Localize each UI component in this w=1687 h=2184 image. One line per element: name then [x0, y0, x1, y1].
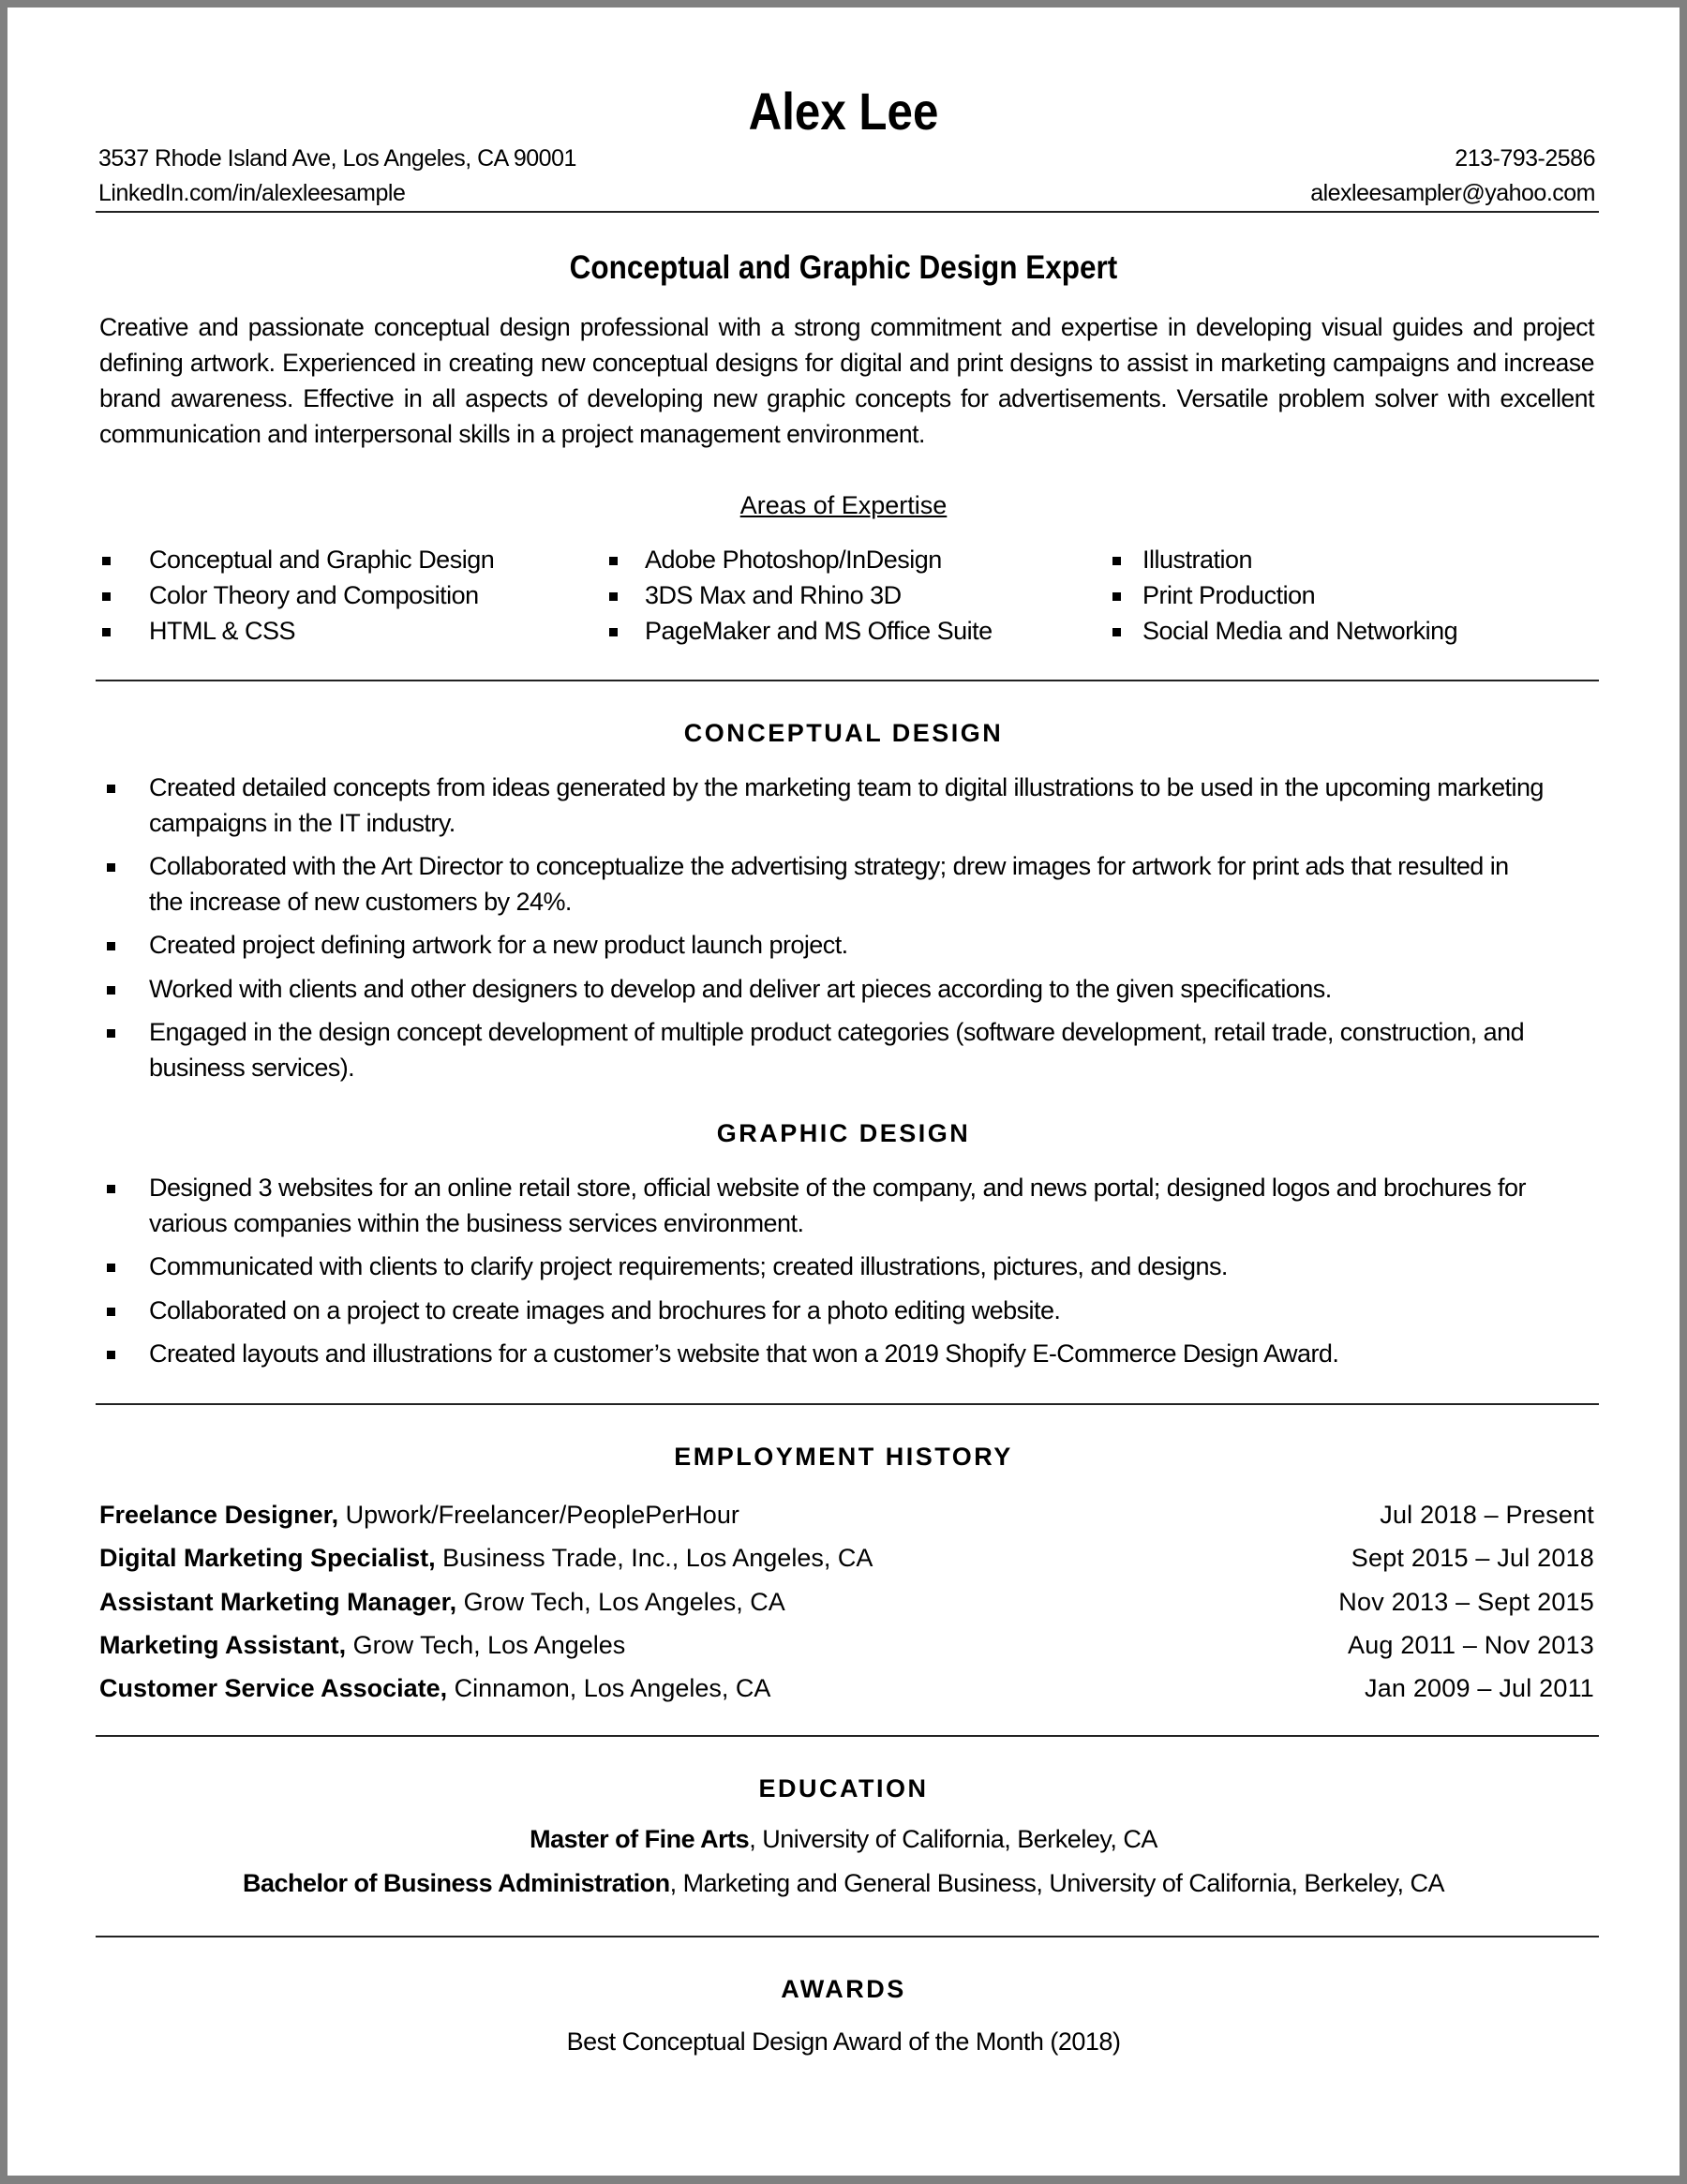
degree: Bachelor of Business Administration	[243, 1869, 670, 1897]
job-row	[99, 1623, 1594, 1667]
job-dates: Jul 2018 – Present	[1380, 1501, 1594, 1529]
education-heading: EDUCATION	[758, 1774, 929, 1803]
graphic-design-heading: GRAPHIC DESIGN	[716, 1119, 971, 1147]
linkedin-link[interactable]: LinkedIn.com/in/alexleesample	[98, 180, 406, 206]
job-company: Grow Tech, Los Angeles	[346, 1631, 626, 1659]
list-item: Created layouts and illustrations for a customer’s website that won a 2019 Shopify E-Commerce Design Award.	[149, 1337, 1545, 1372]
list-item: Communicated with clients to clarify project requirements; created illustrations, pictures, and designs.	[149, 1249, 1545, 1285]
job-title: Digital Marketing Specialist,	[99, 1544, 436, 1572]
bullet-square-icon	[107, 1185, 115, 1193]
expertise-item: Social Media and Networking	[1142, 613, 1457, 649]
bullet-square-icon	[107, 1308, 115, 1316]
bullet-square-icon	[107, 785, 115, 793]
header-divider	[96, 211, 1599, 213]
job-dates: Jan 2009 – Jul 2011	[1365, 1674, 1594, 1702]
job-dates: Aug 2011 – Nov 2013	[1347, 1631, 1594, 1659]
resume-page	[7, 7, 1680, 2176]
professional-summary: Creative and passionate conceptual design professional with a strong commitment and expertise in developing visual guides and project defining artwork. Experienced in creating new conceptual designs for digital and print designs to assist in marketing campaigns and increase brand awareness. Effective in all aspects of developing new graphic concepts for advertisements. Versatile problem solver with excellent communication and interpersonal skills in a project management environment.	[99, 313, 1594, 448]
section-divider	[96, 1403, 1599, 1405]
bullet-square-icon	[102, 592, 111, 601]
expertise-item: Color Theory and Composition	[149, 577, 494, 613]
bullet-square-icon	[609, 592, 618, 601]
expertise-heading: Areas of Expertise	[739, 491, 948, 519]
expertise-item: Conceptual and Graphic Design	[149, 542, 494, 577]
employment-history-heading: EMPLOYMENT HISTORY	[674, 1443, 1013, 1471]
list-item: Worked with clients and other designers to develop and deliver art pieces according to the given specifications.	[149, 972, 1545, 1008]
address: 3537 Rhode Island Ave, Los Angeles, CA 90001	[98, 145, 576, 172]
professional-headline: Conceptual and Graphic Design Expert	[569, 249, 1118, 286]
job-title: Assistant Marketing Manager,	[99, 1588, 457, 1616]
bullet-square-icon	[107, 1351, 115, 1359]
conceptual-design-list	[149, 770, 1545, 1094]
graphic-design-list	[149, 1171, 1545, 1381]
list-item: Created project defining artwork for a new product launch project.	[149, 928, 1545, 964]
education-entry	[7, 1825, 1680, 1854]
expertise-item: Illustration	[1142, 542, 1457, 577]
bullet-square-icon	[107, 1029, 115, 1038]
section-divider	[96, 1936, 1599, 1937]
degree-detail: , University of California, Berkeley, CA	[749, 1825, 1157, 1853]
job-title: Freelance Designer,	[99, 1501, 339, 1529]
job-dates: Nov 2013 – Sept 2015	[1338, 1588, 1594, 1616]
expertise-item: 3DS Max and Rhino 3D	[645, 577, 993, 613]
expertise-column-1	[149, 542, 494, 649]
expertise-column-3	[1142, 542, 1457, 649]
expertise-item: PageMaker and MS Office Suite	[645, 613, 993, 649]
degree-detail: , Marketing and General Business, University of California, Berkeley, CA	[669, 1869, 1444, 1897]
job-company: Business Trade, Inc., Los Angeles, CA	[435, 1544, 873, 1572]
education-entry	[7, 1869, 1680, 1898]
bullet-square-icon	[1112, 592, 1121, 601]
list-item: Engaged in the design concept development of multiple product categories (software development, retail trade, construction, and business services).	[149, 1015, 1545, 1085]
bullet-square-icon	[107, 1264, 115, 1272]
section-divider	[96, 680, 1599, 681]
expertise-column-2	[645, 542, 993, 649]
job-company: Cinnamon, Los Angeles, CA	[447, 1674, 771, 1702]
job-row	[99, 1536, 1594, 1579]
job-company: Grow Tech, Los Angeles, CA	[456, 1588, 785, 1616]
job-title: Customer Service Associate,	[99, 1674, 448, 1702]
bullet-square-icon	[609, 557, 618, 565]
expertise-item: Print Production	[1142, 577, 1457, 613]
expertise-item: Adobe Photoshop/InDesign	[645, 542, 993, 577]
section-divider	[96, 1735, 1599, 1737]
degree: Master of Fine Arts	[530, 1825, 750, 1853]
bullet-square-icon	[107, 986, 115, 995]
list-item: Designed 3 websites for an online retail store, official website of the company, and news portal; designed logos and brochures for various companies within the business services environment.	[149, 1171, 1545, 1241]
job-row	[99, 1493, 1594, 1536]
job-dates: Sept 2015 – Jul 2018	[1351, 1544, 1594, 1572]
expertise-item: HTML & CSS	[149, 613, 494, 649]
bullet-square-icon	[107, 863, 115, 872]
bullet-square-icon	[102, 628, 111, 636]
candidate-name: Alex Lee	[748, 82, 939, 141]
email-link[interactable]: alexleesampler@yahoo.com	[1310, 180, 1595, 206]
job-row	[99, 1667, 1594, 1710]
job-title: Marketing Assistant,	[99, 1631, 347, 1659]
bullet-square-icon	[1112, 557, 1121, 565]
job-company: Upwork/Freelancer/PeoplePerHour	[338, 1501, 739, 1529]
bullet-square-icon	[102, 557, 111, 565]
awards-heading: AWARDS	[781, 1975, 906, 2003]
bullet-square-icon	[1112, 628, 1121, 636]
phone-number: 213-793-2586	[1455, 145, 1595, 172]
list-item: Created detailed concepts from ideas generated by the marketing team to digital illustrations to be used in the upcoming marketing campaigns in the IT industry.	[149, 770, 1545, 841]
award-item: Best Conceptual Design Award of the Month (2018)	[566, 2027, 1121, 2056]
job-row	[99, 1580, 1594, 1623]
bullet-square-icon	[609, 628, 618, 636]
list-item: Collaborated with the Art Director to conceptualize the advertising strategy; drew images for artwork for print ads that resulted in the increase of new customers by 24%.	[149, 849, 1545, 920]
bullet-square-icon	[107, 942, 115, 950]
conceptual-design-heading: CONCEPTUAL DESIGN	[683, 719, 1004, 747]
list-item: Collaborated on a project to create images and brochures for a photo editing website.	[149, 1294, 1545, 1329]
